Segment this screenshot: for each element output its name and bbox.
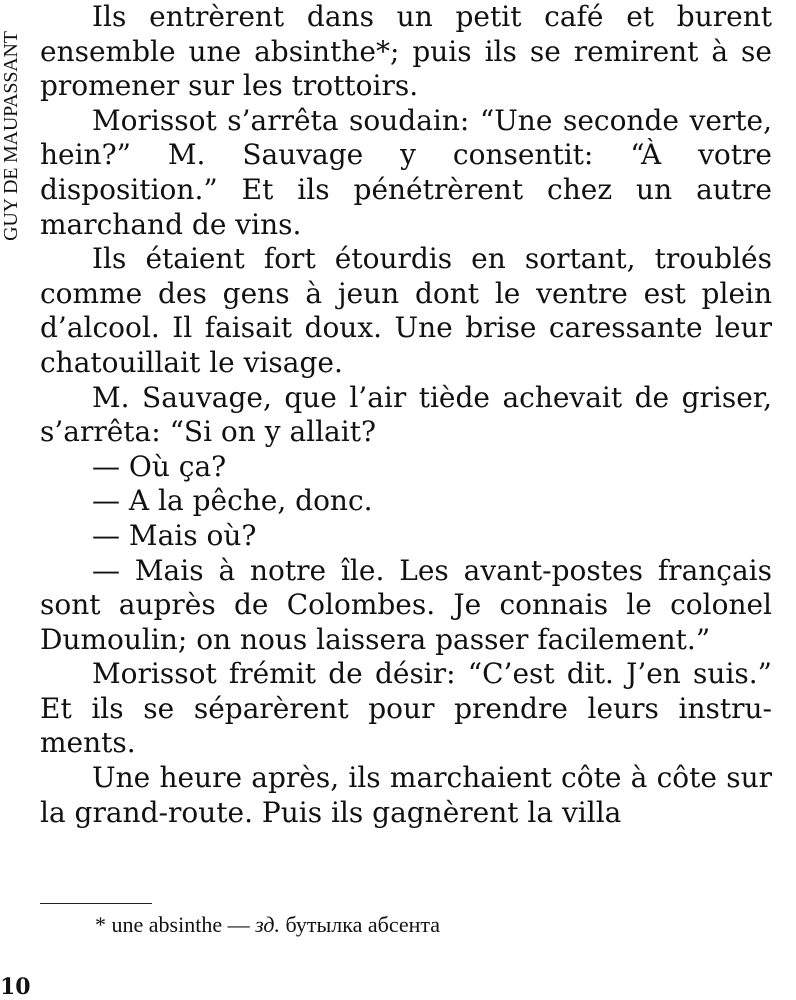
paragraph-10: Une heure après, ils marchaient côte à côte sur la grand-route. Puis ils gagnèrent la villa	[40, 761, 772, 829]
footnote-divider	[40, 903, 152, 904]
dialogue-line-1: — Où ça?	[92, 449, 227, 483]
page-number: 10	[0, 974, 31, 1000]
footnote-dash: —	[227, 912, 250, 937]
dialogue-line-3: — Mais où?	[92, 518, 257, 552]
body-text	[40, 0, 772, 830]
paragraph-1: Ils entrèrent dans un petit café et burent ensemble une absinthe*; puis ils se remirent à se promener sur les trottoirs.	[40, 0, 772, 103]
footnote-term: * une absinthe	[95, 912, 223, 937]
paragraph-3: Ils étaient fort étourdis en sortant, troublés comme des gens à jeun dont le ventre est plein d’alcool. Il faisait doux. Une brise caressante leur chatouillait le visage.	[40, 242, 772, 379]
footnote	[95, 910, 440, 940]
paragraph-2: Morissot s’arrêta soudain: “Une seconde verte, hein?” M. Sauvage y consentit: “À votre disposition.” Et ils pénétrèrent chez un autre marchand de vins.	[40, 103, 772, 241]
footnote-translation: бутылка абсента	[285, 912, 441, 937]
footnote-abbrev: зд.	[255, 912, 281, 937]
running-header-author: GUY DE MAUPASSANT	[0, 31, 22, 241]
paragraph-4: M. Sauvage, que l’air tiède achevait de griser, s’arrêta: “Si on y allait?	[40, 380, 772, 449]
paragraph-8: — Mais à notre île. Les avant-postes français sont auprès de Colombes. Je connais le colonel Dumoulin; on nous laissera passer facilement.”	[40, 553, 772, 656]
dialogue-line-2: — A la pêche, donc.	[92, 484, 373, 518]
paragraph-9: Morissot frémit de désir: “C’est dit. J’en suis.” Et ils se séparèrent pour prendre leurs instruments.	[40, 657, 772, 760]
